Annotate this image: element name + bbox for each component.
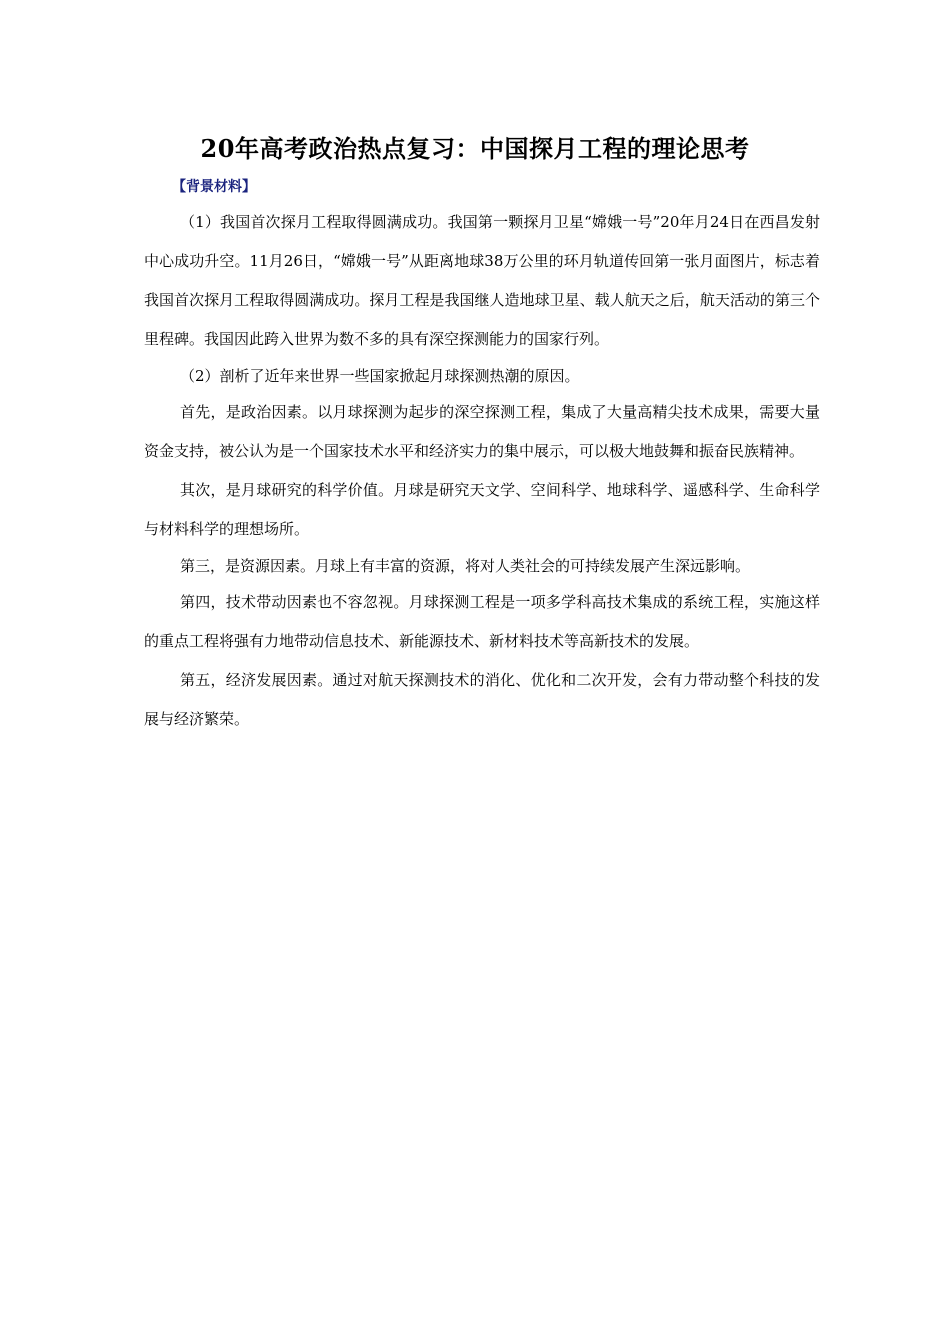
paragraph-political-factor: 首先，是政治因素。以月球探测为起步的深空探测工程，集成了大量高精尖技术成果，需要大量资金支持，被公认为是一个国家技术水平和经济实力的集中展示，可以极大地鼓舞和振奋民族精神。 [144, 403, 820, 460]
paragraph-resource-factor: 第三，是资源因素。月球上有丰富的资源，将对人类社会的可持续发展产生深远影响。 [180, 557, 751, 575]
section-label-background: 【背景材料】 [172, 179, 256, 195]
paragraph-economic-factor: 第五，经济发展因素。通过对航天探测技术的消化、优化和二次开发，会有力带动整个科技的发展与经济繁荣。 [144, 671, 820, 728]
paragraph-scientific-value: 其次，是月球研究的科学价值。月球是研究天文学、空间科学、地球科学、遥感科学、生命科学与材料科学的理想场所。 [144, 481, 820, 538]
document-title: 20年高考政治热点复习：中国探月工程的理论思考 [200, 134, 750, 163]
paragraph-technology-factor: 第四，技术带动因素也不容忽视。月球探测工程是一项多学科高技术集成的系统工程，实施这样的重点工程将强有力地带动信息技术、新能源技术、新材料技术等高新技术的发展。 [144, 593, 820, 650]
paragraph-analysis-intro: （2）剖析了近年来世界一些国家掀起月球探测热潮的原因。 [180, 367, 580, 385]
paragraph-achievement: （1）我国首次探月工程取得圆满成功。我国第一颗探月卫星“嫦娥一号”20年月24日在西昌发射中心成功升空。11月26日，“嫦娥一号”从距离地球38万公里的环月轨道传回第一张月面图片，标志着我国首次探月工程取得圆满成功。探月工程是我国继人造地球卫星、载人航天之后，航天活动的第三个里程碑。我国因此跨入世界为数不多的具有深空探测能力的国家行列。 [144, 213, 820, 348]
document-body [144, 203, 820, 739]
